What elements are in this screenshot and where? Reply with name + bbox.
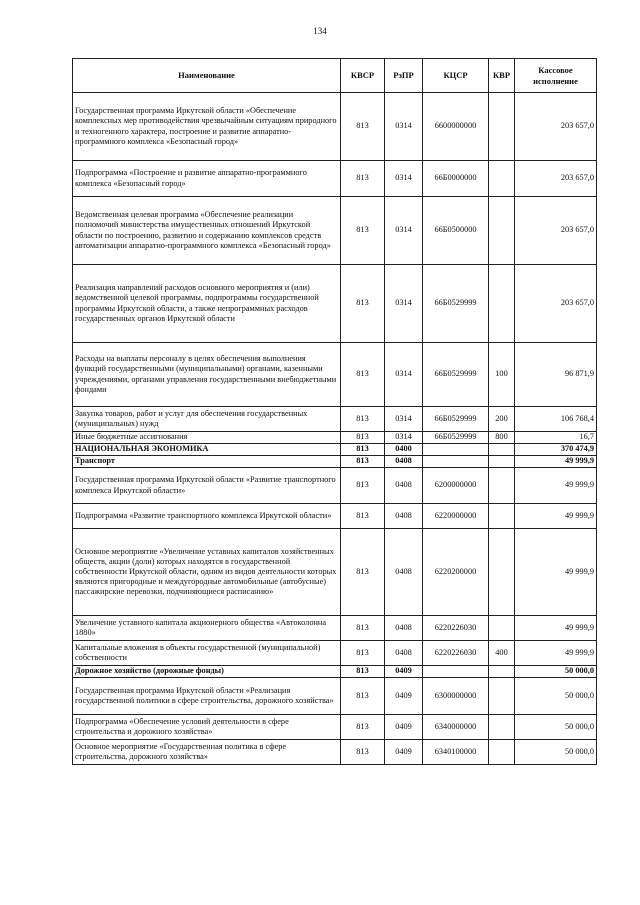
cell-name: Государственная программа Иркутской области «Реализация государственной политики в сфере строительства, дорожного хозяйства» <box>73 678 341 715</box>
cell-name: Реализация направлений расходов основного мероприятия и (или) ведомственной целевой программы, подпрограммы государственной программы Иркутской области, а также непрограммных расходов государственных органов Иркутской области <box>73 265 341 343</box>
table-row <box>73 666 597 678</box>
cell-kvsr: 813 <box>341 432 385 444</box>
cell-kvsr: 813 <box>341 678 385 715</box>
table-row <box>73 456 597 468</box>
cell-kcsr: 66Б0000000 <box>423 161 489 197</box>
cell-kvsr: 813 <box>341 444 385 456</box>
cell-kcsr: 6340100000 <box>423 740 489 765</box>
table-row <box>73 432 597 444</box>
cell-kcsr: 6220000000 <box>423 504 489 529</box>
cell-amount: 50 000,0 <box>515 678 597 715</box>
cell-kvsr: 813 <box>341 265 385 343</box>
table-header-row <box>73 59 597 93</box>
cell-rzpr: 0314 <box>385 343 423 407</box>
cell-kvr: 800 <box>489 432 515 444</box>
cell-kvr <box>489 197 515 265</box>
cell-kvsr: 813 <box>341 529 385 616</box>
cell-kcsr: 6220226030 <box>423 616 489 641</box>
cell-rzpr: 0409 <box>385 715 423 740</box>
header-name: Наименование <box>73 59 341 93</box>
cell-kcsr <box>423 444 489 456</box>
budget-table <box>72 58 597 765</box>
cell-amount: 203 657,0 <box>515 197 597 265</box>
table-row <box>73 343 597 407</box>
cell-name: Закупка товаров, работ и услуг для обеспечения государственных (муниципальных) нужд <box>73 407 341 432</box>
cell-amount: 370 474,9 <box>515 444 597 456</box>
cell-rzpr: 0314 <box>385 161 423 197</box>
cell-amount: 50 000,0 <box>515 715 597 740</box>
cell-kvr <box>489 715 515 740</box>
cell-rzpr: 0314 <box>385 432 423 444</box>
table-row <box>73 407 597 432</box>
cell-kvr <box>489 444 515 456</box>
cell-name: Государственная программа Иркутской области «Развитие транспортного комплекса Иркутской области» <box>73 468 341 504</box>
cell-name: Основное мероприятие «Увеличение уставных капиталов хозяйственных обществ, акции (доли) которых находятся в государственной собственности Иркутской области, одним из видов деятельности которых являются пригородные и междугородные автомобильные (автобусные) пассажирские перевозки, подчиняющиеся расписанию» <box>73 529 341 616</box>
cell-name: Увеличение уставного капитала акционерного общества «Автоколонна 1880» <box>73 616 341 641</box>
table-row <box>73 265 597 343</box>
cell-kvsr: 813 <box>341 468 385 504</box>
header-kvsr: КВСР <box>341 59 385 93</box>
cell-kvsr: 813 <box>341 197 385 265</box>
cell-kvsr: 813 <box>341 161 385 197</box>
cell-kvr <box>489 265 515 343</box>
cell-kcsr: 6300000000 <box>423 678 489 715</box>
cell-name: Государственная программа Иркутской области «Обеспечение комплексных мер противодействия чрезвычайным ситуациям природного и техногенного характера, построение и развитие аппаратно-программного комплекса «Безопасный город» <box>73 93 341 161</box>
cell-name: Транспорт <box>73 456 341 468</box>
cell-rzpr: 0409 <box>385 740 423 765</box>
cell-kcsr: 6220226030 <box>423 641 489 666</box>
table-row <box>73 715 597 740</box>
cell-rzpr: 0408 <box>385 504 423 529</box>
cell-kvr <box>489 678 515 715</box>
cell-kcsr: 66Б0529999 <box>423 432 489 444</box>
cell-name: Иные бюджетные ассигнования <box>73 432 341 444</box>
cell-amount: 203 657,0 <box>515 161 597 197</box>
cell-kvr <box>489 740 515 765</box>
cell-rzpr: 0314 <box>385 407 423 432</box>
cell-name: Подпрограмма «Обеспечение условий деятельности в сфере строительства и дорожного хозяйства» <box>73 715 341 740</box>
table-row <box>73 468 597 504</box>
header-kvr: КВР <box>489 59 515 93</box>
cell-rzpr: 0314 <box>385 93 423 161</box>
cell-rzpr: 0409 <box>385 678 423 715</box>
cell-kcsr: 6200000000 <box>423 468 489 504</box>
table-row <box>73 93 597 161</box>
cell-name: НАЦИОНАЛЬНАЯ ЭКОНОМИКА <box>73 444 341 456</box>
cell-kvr <box>489 456 515 468</box>
cell-rzpr: 0408 <box>385 468 423 504</box>
cell-name: Дорожное хозяйство (дорожные фонды) <box>73 666 341 678</box>
cell-name: Ведомственная целевая программа «Обеспечение реализации полномочий министерства имущественных отношений Иркутской области по построению, развитию и содержанию комплексов средств автоматизации аппаратно-программного комплекса «Безопасный город» <box>73 197 341 265</box>
table-row <box>73 444 597 456</box>
cell-kvr: 100 <box>489 343 515 407</box>
cell-name: Капитальные вложения в объекты государственной (муниципальной) собственности <box>73 641 341 666</box>
cell-kvr <box>489 666 515 678</box>
cell-kvsr: 813 <box>341 740 385 765</box>
cell-kvr <box>489 529 515 616</box>
cell-amount: 50 000,0 <box>515 740 597 765</box>
cell-amount: 16,7 <box>515 432 597 444</box>
cell-kvr <box>489 93 515 161</box>
cell-amount: 49 999,9 <box>515 616 597 641</box>
cell-amount: 49 999,9 <box>515 641 597 666</box>
cell-rzpr: 0314 <box>385 197 423 265</box>
cell-rzpr: 0314 <box>385 265 423 343</box>
header-rzpr: РзПР <box>385 59 423 93</box>
cell-kvsr: 813 <box>341 456 385 468</box>
cell-kcsr: 66Б0500000 <box>423 197 489 265</box>
cell-kvr <box>489 616 515 641</box>
cell-name: Расходы на выплаты персоналу в целях обеспечения выполнения функций государственными (муниципальными) органами, казенными учреждениями, органами управления государственными внебюджетными фондами <box>73 343 341 407</box>
cell-name: Подпрограмма «Развитие транспортного комплекса Иркутской области» <box>73 504 341 529</box>
cell-amount: 96 871,9 <box>515 343 597 407</box>
cell-kvsr: 813 <box>341 504 385 529</box>
cell-kcsr <box>423 456 489 468</box>
cell-kvsr: 813 <box>341 616 385 641</box>
header-amount: Кассовое исполнение <box>515 59 597 93</box>
cell-kvsr: 813 <box>341 715 385 740</box>
cell-kvr: 400 <box>489 641 515 666</box>
cell-kvr: 200 <box>489 407 515 432</box>
cell-kcsr: 66Б0529999 <box>423 265 489 343</box>
cell-kcsr: 66Б0529999 <box>423 343 489 407</box>
cell-rzpr: 0409 <box>385 666 423 678</box>
cell-rzpr: 0408 <box>385 641 423 666</box>
cell-kcsr <box>423 666 489 678</box>
cell-name: Основное мероприятие «Государственная политика в сфере строительства, дорожного хозяйства» <box>73 740 341 765</box>
cell-amount: 49 999,9 <box>515 529 597 616</box>
cell-rzpr: 0400 <box>385 444 423 456</box>
cell-amount: 203 657,0 <box>515 93 597 161</box>
cell-kvsr: 813 <box>341 93 385 161</box>
cell-name: Подпрограмма «Построение и развитие аппаратно-программного комплекса «Безопасный город» <box>73 161 341 197</box>
cell-amount: 106 768,4 <box>515 407 597 432</box>
cell-kvr <box>489 468 515 504</box>
cell-kvsr: 813 <box>341 343 385 407</box>
cell-kvr <box>489 504 515 529</box>
table-row <box>73 641 597 666</box>
cell-amount: 49 999,9 <box>515 468 597 504</box>
cell-kcsr: 6600000000 <box>423 93 489 161</box>
cell-kvr <box>489 161 515 197</box>
cell-rzpr: 0408 <box>385 616 423 641</box>
cell-kvsr: 813 <box>341 407 385 432</box>
table-row <box>73 161 597 197</box>
cell-amount: 50 000,0 <box>515 666 597 678</box>
header-kcsr: КЦСР <box>423 59 489 93</box>
cell-kcsr: 6340000000 <box>423 715 489 740</box>
cell-kvsr: 813 <box>341 666 385 678</box>
cell-amount: 49 999,9 <box>515 504 597 529</box>
cell-kvsr: 813 <box>341 641 385 666</box>
table-row <box>73 740 597 765</box>
cell-kcsr: 66Б0529999 <box>423 407 489 432</box>
table-row <box>73 504 597 529</box>
table-row <box>73 616 597 641</box>
page-number: 134 <box>313 26 327 36</box>
cell-kcsr: 6220200000 <box>423 529 489 616</box>
cell-amount: 203 657,0 <box>515 265 597 343</box>
table-row <box>73 529 597 616</box>
table-row <box>73 678 597 715</box>
cell-rzpr: 0408 <box>385 456 423 468</box>
table-row <box>73 197 597 265</box>
cell-amount: 49 999,9 <box>515 456 597 468</box>
cell-rzpr: 0408 <box>385 529 423 616</box>
